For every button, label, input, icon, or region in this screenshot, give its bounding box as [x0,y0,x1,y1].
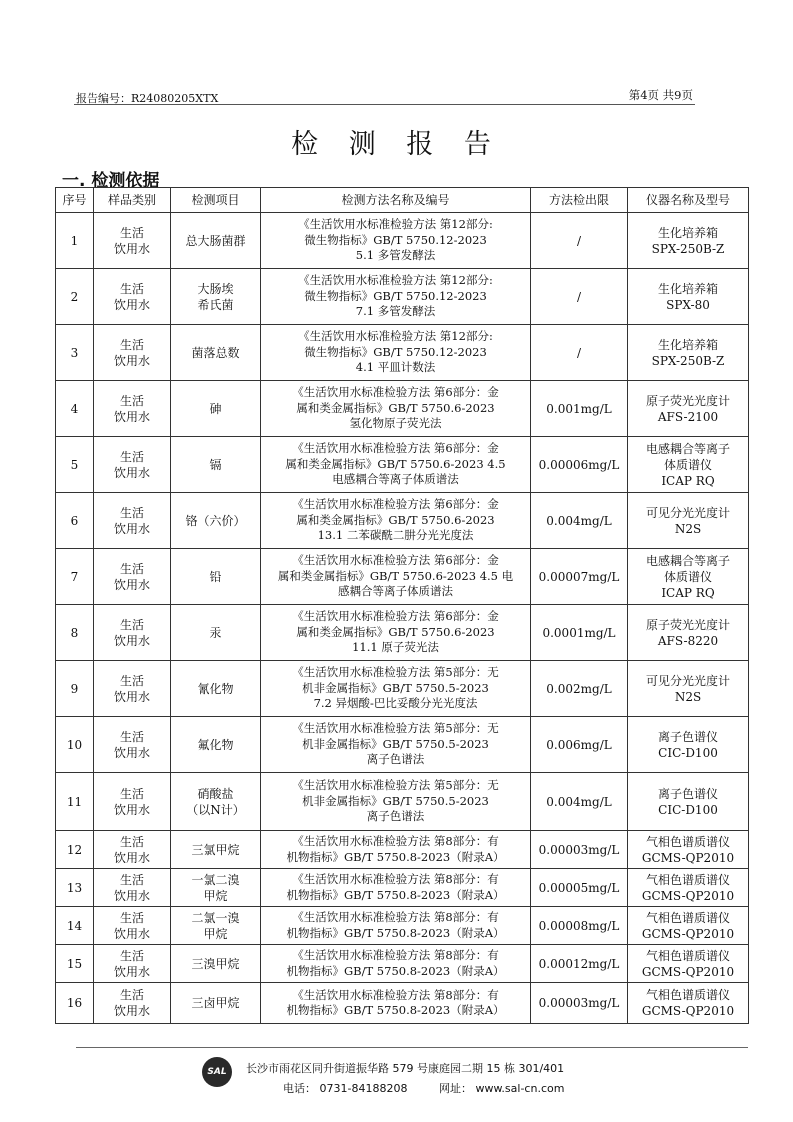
table-row [56,549,749,605]
detection-limit: / [531,269,628,325]
test-item: 大肠埃 希氏菌 [171,269,261,325]
sample-category: 生活 饮用水 [94,945,171,983]
test-method: 《生活饮用水标准检验方法 第6部分：金 属和类金属指标》GB/T 5750.6-2023 4.5 电 感耦合等离子体质谱法 [261,549,531,605]
row-number: 11 [56,773,94,831]
table-row [56,325,749,381]
detection-limit: 0.006mg/L [531,717,628,773]
sample-category: 生活 饮用水 [94,907,171,945]
footer-contact [283,1080,592,1096]
instrument: 气相色谱质谱仪 GCMS-QP2010 [628,945,749,983]
table-row [56,661,749,717]
row-number: 16 [56,983,94,1024]
row-number: 14 [56,907,94,945]
detection-limit: 0.00007mg/L [531,549,628,605]
sample-category: 生活 饮用水 [94,493,171,549]
row-number: 3 [56,325,94,381]
column-header: 序号 [56,188,94,213]
table-row [56,437,749,493]
sample-category: 生活 饮用水 [94,437,171,493]
detection-limit: 0.004mg/L [531,493,628,549]
instrument: 气相色谱质谱仪 GCMS-QP2010 [628,869,749,907]
test-item: 菌落总数 [171,325,261,381]
detection-limit: 0.00003mg/L [531,983,628,1024]
test-method: 《生活饮用水标准检验方法 第8部分：有 机物指标》GB/T 5750.8-2023（附录A） [261,831,531,869]
instrument: 气相色谱质谱仪 GCMS-QP2010 [628,831,749,869]
test-item: 汞 [171,605,261,661]
test-method: 《生活饮用水标准检验方法 第8部分：有 机物指标》GB/T 5750.8-2023（附录A） [261,907,531,945]
instrument: 气相色谱质谱仪 GCMS-QP2010 [628,907,749,945]
sample-category: 生活 饮用水 [94,325,171,381]
instrument: 生化培养箱 SPX-250B-Z [628,213,749,269]
row-number: 5 [56,437,94,493]
row-number: 10 [56,717,94,773]
table-body [56,213,749,1024]
report-number-label: 报告编号： [76,92,131,105]
row-number: 4 [56,381,94,437]
detection-limit: 0.001mg/L [531,381,628,437]
instrument: 可见分光光度计 N2S [628,661,749,717]
sample-category: 生活 饮用水 [94,983,171,1024]
company-logo: SAL [202,1057,232,1087]
instrument: 原子荧光光度计 AFS-8220 [628,605,749,661]
row-number: 7 [56,549,94,605]
test-method: 《生活饮用水标准检验方法 第5部分：无 机非金属指标》GB/T 5750.5-2023 7.2 异烟酸-巴比妥酸分光光度法 [261,661,531,717]
instrument: 离子色谱仪 CIC-D100 [628,773,749,831]
section-title: 一. 检测依据 [62,171,160,191]
table-row [56,945,749,983]
row-number: 12 [56,831,94,869]
test-method: 《生活饮用水标准检验方法 第12部分: 微生物指标》GB/T 5750.12-2023 5.1 多管发酵法 [261,213,531,269]
test-method: 《生活饮用水标准检验方法 第6部分：金 属和类金属指标》GB/T 5750.6-2023 11.1 原子荧光法 [261,605,531,661]
detection-limit: 0.0001mg/L [531,605,628,661]
test-item: 镉 [171,437,261,493]
test-item: 氰化物 [171,661,261,717]
test-item: 三卤甲烷 [171,983,261,1024]
row-number: 2 [56,269,94,325]
detection-limit: 0.00006mg/L [531,437,628,493]
test-method: 《生活饮用水标准检验方法 第12部分: 微生物指标》GB/T 5750.12-2023 7.1 多管发酵法 [261,269,531,325]
test-method: 《生活饮用水标准检验方法 第6部分：金 属和类金属指标》GB/T 5750.6-2023 4.5 电感耦合等离子体质谱法 [261,437,531,493]
table-row [56,493,749,549]
table-row [56,381,749,437]
row-number: 6 [56,493,94,549]
table-row [56,773,749,831]
row-number: 13 [56,869,94,907]
instrument: 生化培养箱 SPX-250B-Z [628,325,749,381]
row-number: 15 [56,945,94,983]
test-item: 氟化物 [171,717,261,773]
test-item: 总大肠菌群 [171,213,261,269]
footer-divider [76,1047,748,1048]
table-header-row [56,188,749,213]
instrument: 生化培养箱 SPX-80 [628,269,749,325]
sample-category: 生活 饮用水 [94,213,171,269]
test-item: 一氯二溴 甲烷 [171,869,261,907]
sample-category: 生活 饮用水 [94,269,171,325]
table-row [56,605,749,661]
test-method: 《生活饮用水标准检验方法 第8部分：有 机物指标》GB/T 5750.8-2023（附录A） [261,945,531,983]
column-header: 样品类别 [94,188,171,213]
footer-phone: 电话： 0731-84188208 [283,1082,408,1095]
detection-limit: / [531,213,628,269]
report-number-value: R24080205XTX [131,92,219,105]
row-number: 9 [56,661,94,717]
sample-category: 生活 饮用水 [94,381,171,437]
test-method: 《生活饮用水标准检验方法 第6部分：金 属和类金属指标》GB/T 5750.6-2023 13.1 二苯碳酰二肼分光光度法 [261,493,531,549]
instrument: 离子色谱仪 CIC-D100 [628,717,749,773]
sample-category: 生活 饮用水 [94,605,171,661]
sample-category: 生活 饮用水 [94,831,171,869]
detection-limit: 0.00003mg/L [531,831,628,869]
test-method: 《生活饮用水标准检验方法 第5部分：无 机非金属指标》GB/T 5750.5-2023 离子色谱法 [261,717,531,773]
table-row [56,831,749,869]
testing-basis-table [55,187,749,1024]
test-item: 二氯一溴 甲烷 [171,907,261,945]
table-row [56,213,749,269]
test-item: 铬（六价） [171,493,261,549]
table-row [56,907,749,945]
row-number: 1 [56,213,94,269]
table-row [56,869,749,907]
table-row [56,269,749,325]
test-item: 三溴甲烷 [171,945,261,983]
footer-website: 网址： www.sal-cn.com [438,1082,565,1095]
sample-category: 生活 饮用水 [94,869,171,907]
sample-category: 生活 饮用水 [94,773,171,831]
detection-limit: 0.002mg/L [531,661,628,717]
sample-category: 生活 饮用水 [94,661,171,717]
column-header: 仪器名称及型号 [628,188,749,213]
page-title: 检 测 报 告 [291,129,502,160]
test-method: 《生活饮用水标准检验方法 第8部分：有 机物指标》GB/T 5750.8-2023（附录A） [261,983,531,1024]
test-method: 《生活饮用水标准检验方法 第6部分：金 属和类金属指标》GB/T 5750.6-2023 氢化物原子荧光法 [261,381,531,437]
column-header: 方法检出限 [531,188,628,213]
detection-limit: 0.00012mg/L [531,945,628,983]
page-indicator: 第4页 共9页 [628,88,693,102]
footer-address: 长沙市雨花区同升街道振华路 579 号康庭园二期 15 栋 301/401 [246,1062,565,1075]
test-item: 三氯甲烷 [171,831,261,869]
test-method: 《生活饮用水标准检验方法 第5部分：无 机非金属指标》GB/T 5750.5-2023 离子色谱法 [261,773,531,831]
sample-category: 生活 饮用水 [94,549,171,605]
detection-limit: / [531,325,628,381]
test-item: 硝酸盐 （以N计） [171,773,261,831]
test-item: 铅 [171,549,261,605]
sample-category: 生活 饮用水 [94,717,171,773]
table-row [56,983,749,1024]
detection-limit: 0.00005mg/L [531,869,628,907]
test-method: 《生活饮用水标准检验方法 第12部分: 微生物指标》GB/T 5750.12-2023 4.1 平皿计数法 [261,325,531,381]
column-header: 检测方法名称及编号 [261,188,531,213]
detection-limit: 0.00008mg/L [531,907,628,945]
instrument: 电感耦合等离子 体质谱仪 ICAP RQ [628,437,749,493]
instrument: 可见分光光度计 N2S [628,493,749,549]
table-row [56,717,749,773]
column-header: 检测项目 [171,188,261,213]
test-method: 《生活饮用水标准检验方法 第8部分：有 机物指标》GB/T 5750.8-2023（附录A） [261,869,531,907]
instrument: 原子荧光光度计 AFS-2100 [628,381,749,437]
header-divider [74,104,695,105]
instrument: 气相色谱质谱仪 GCMS-QP2010 [628,983,749,1024]
test-item: 砷 [171,381,261,437]
instrument: 电感耦合等离子 体质谱仪 ICAP RQ [628,549,749,605]
detection-limit: 0.004mg/L [531,773,628,831]
row-number: 8 [56,605,94,661]
